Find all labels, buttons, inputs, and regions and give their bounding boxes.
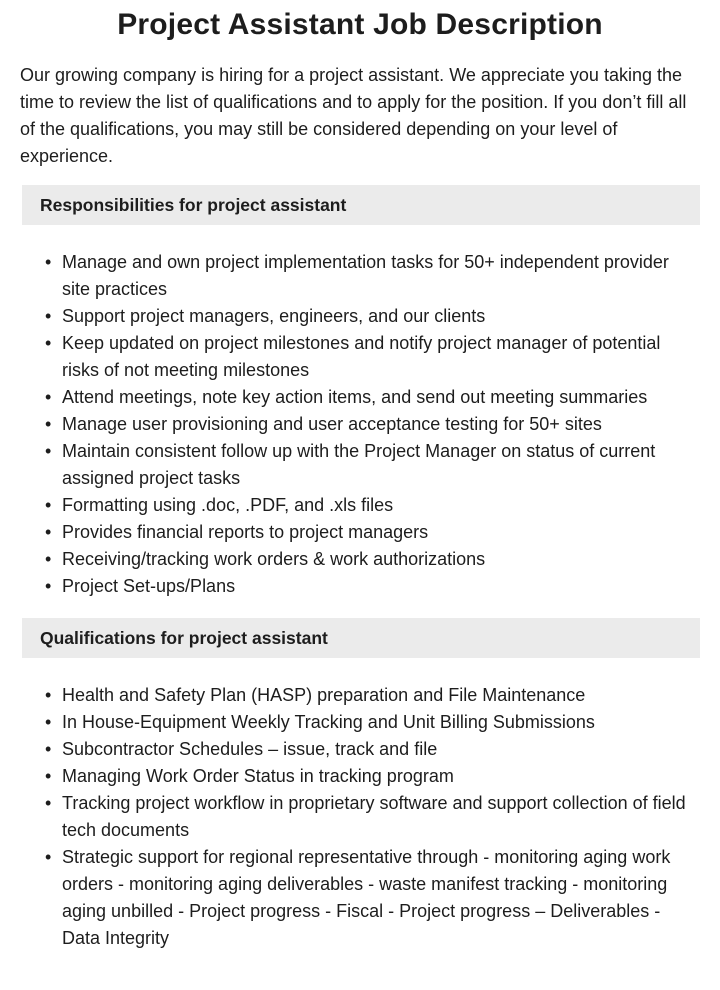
list-item: • Project Set-ups/Plans (62, 573, 700, 600)
list-item: • Provides financial reports to project managers (62, 519, 700, 546)
list-item: • Strategic support for regional representative through - monitoring aging work orders - monitoring aging deliverables - waste manifest tracking - monitoring aging unbilled - Project progress - Fiscal - Project progress – Deliverables - Data Integrity (62, 844, 700, 952)
list-item: • Manage and own project implementation tasks for 50+ independent provider site practices (62, 249, 700, 303)
qualifications-list (20, 682, 700, 952)
list-item: • Managing Work Order Status in tracking program (62, 763, 700, 790)
list-item: • Health and Safety Plan (HASP) preparation and File Maintenance (62, 682, 700, 709)
list-item: • In House-Equipment Weekly Tracking and Unit Billing Submissions (62, 709, 700, 736)
section-responsibilities (20, 185, 700, 600)
section-qualifications (20, 618, 700, 952)
list-item: • Subcontractor Schedules – issue, track and file (62, 736, 700, 763)
list-item: • Keep updated on project milestones and notify project manager of potential risks of not meeting milestones (62, 330, 700, 384)
list-item: • Support project managers, engineers, and our clients (62, 303, 700, 330)
list-item: • Tracking project workflow in proprietary software and support collection of field tech documents (62, 790, 700, 844)
responsibilities-list (20, 249, 700, 600)
list-item: • Maintain consistent follow up with the Project Manager on status of current assigned project tasks (62, 438, 700, 492)
section-heading-responsibilities: Responsibilities for project assistant (22, 185, 700, 225)
list-item: • Formatting using .doc, .PDF, and .xls files (62, 492, 700, 519)
list-item: • Manage user provisioning and user acceptance testing for 50+ sites (62, 411, 700, 438)
intro-paragraph: Our growing company is hiring for a project assistant. We appreciate you taking the time to review the list of qualifications and to apply for the position. If you don’t fill all of the qualifications, you may still be considered depending on your level of experience. (20, 65, 687, 166)
section-heading-qualifications: Qualifications for project assistant (22, 618, 700, 658)
page-title: Project Assistant Job Description (117, 8, 603, 41)
list-item: • Receiving/tracking work orders & work authorizations (62, 546, 700, 573)
list-item: • Attend meetings, note key action items, and send out meeting summaries (62, 384, 700, 411)
